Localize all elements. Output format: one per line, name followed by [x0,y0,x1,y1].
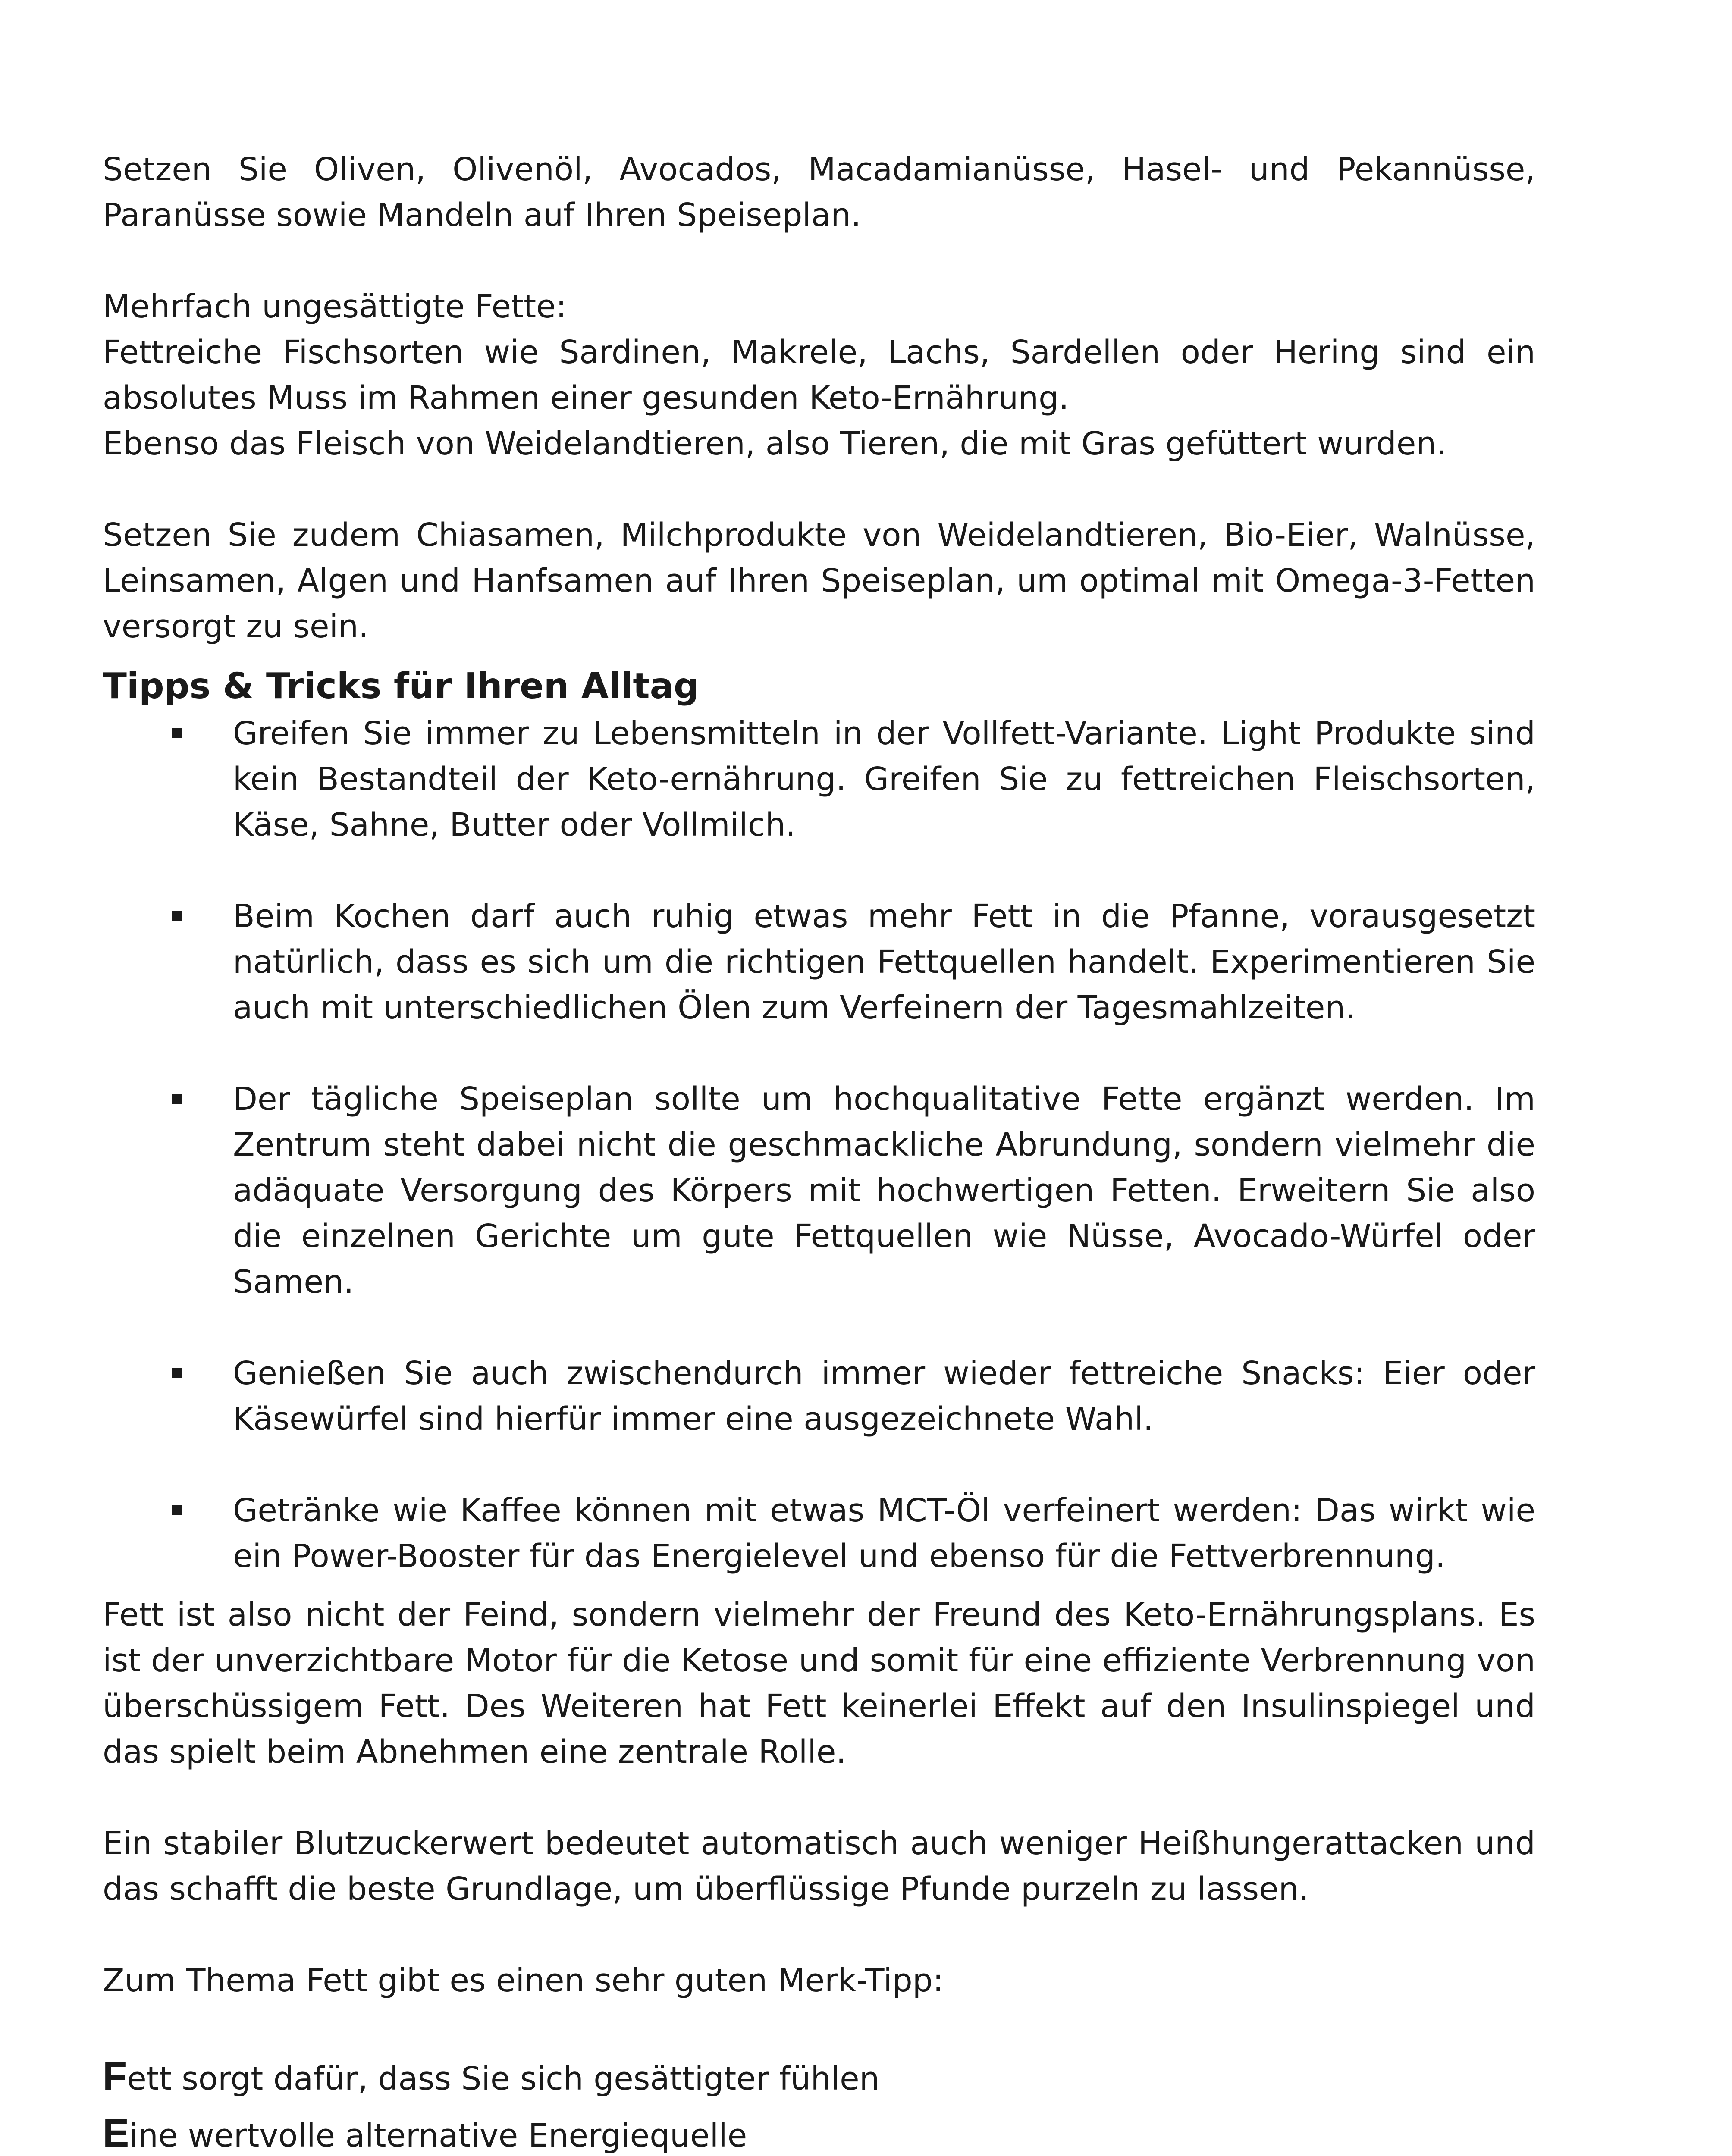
square-bullet-icon [172,1368,182,1378]
square-bullet-icon [172,1094,182,1104]
tips-heading: Tipps & Tricks für Ihren Alltag [103,666,699,707]
acrostic-text: ine wertvolle alternative Energiequelle [129,2117,747,2154]
fett-acrostic [103,2049,1535,2156]
spacer [103,467,1535,512]
acrostic-text: ett sorgt dafür, dass Sie sich gesättigter fühlen [127,2060,880,2097]
tip-item [103,1076,1535,1305]
tip-text: Getränke wie Kaffee können mit etwas MCT-Öl verfeinert werden: Das wirkt wie ein Power-Booster für das Energielevel und ebenso für die Fettverbrennung. [233,1492,1535,1575]
square-bullet-icon [172,911,182,921]
omega3-paragraph: Setzen Sie zudem Chiasamen, Milchprodukte von Weidelandtieren, Bio-Eier, Walnüsse, Leinsamen, Algen und Hanfsamen auf Ihren Speiseplan, um optimal mit Omega-3-Fetten versorgt zu sein. [103,517,1535,645]
mnemonic-intro: Zum Thema Fett gibt es einen sehr guten Merk-Tipp: [103,1962,944,1999]
spacer [103,1775,1535,1821]
tip-text: Greifen Sie immer zu Lebensmitteln in der Vollfett-Variante. Light Produkte sind kein Bestandteil der Keto-ernährung. Greifen Sie zu fettreichen Fleischsorten, Käse, Sahne, Butter oder Vollmilch. [233,715,1535,843]
conclusion-paragraph: Fett ist also nicht der Feind, sondern vielmehr der Freund des Keto-Ernährungsplans. Es ist der unverzichtbare Motor für die Ketose und somit für eine effiziente Verbrennung von überschüssigem Fett. Des Weiteren hat Fett keinerlei Effekt auf den Insulinspiegel und das spielt beim Abnehmen eine zentrale Rolle. [103,1596,1535,1771]
square-bullet-icon [172,728,182,738]
square-bullet-icon [172,1505,182,1515]
spacer [103,238,1535,284]
tip-text: Genießen Sie auch zwischendurch immer wieder fettreiche Snacks: Eier oder Käsewürfel sind hierfür immer eine ausgezeichnete Wahl. [233,1355,1535,1438]
spacer [103,649,1535,662]
intro-paragraph-monounsaturated: Setzen Sie Oliven, Olivenöl, Avocados, Macadamianüsse, Hasel- und Pekannüsse, Paranüsse sowie Mandeln auf Ihren Speiseplan. [103,151,1535,234]
tip-text: Beim Kochen darf auch ruhig etwas mehr Fett in die Pfanne, vorausgesetzt natürlich, dass es sich um die richtigen Fettquellen handelt. Experimentieren Sie auch mit unterschiedlichen Ölen zum Verfeinern der Tagesmahlzeiten. [233,898,1535,1026]
tip-item [103,711,1535,848]
polyunsaturated-meat-text: Ebenso das Fleisch von Weidelandtieren, also Tieren, die mit Gras gefüttert wurden. [103,425,1446,462]
tip-item [103,1351,1535,1442]
spacer [103,1579,1535,1592]
polyunsaturated-heading: Mehrfach ungesättigte Fette: [103,288,567,325]
polyunsaturated-fish-text: Fettreiche Fischsorten wie Sardinen, Makrele, Lachs, Sardellen oder Hering sind ein absolutes Muss im Rahmen einer gesunden Keto-Ernährung. [103,334,1535,417]
tip-item [103,893,1535,1031]
acrostic-line [103,2049,1535,2106]
tips-list [103,711,1535,1579]
spacer [103,2003,1535,2049]
acrostic-line [103,2106,1535,2156]
blood-sugar-paragraph: Ein stabiler Blutzuckerwert bedeutet automatisch auch weniger Heißhungerattacken und das schafft die beste Grundlage, um überflüssige Pfunde purzeln zu lassen. [103,1825,1535,1908]
tip-text: Der tägliche Speiseplan sollte um hochqualitative Fette ergänzt werden. Im Zentrum steht dabei nicht die geschmackliche Abrundung, sondern vielmehr die adäquate Versorgung des Körpers mit hochwertigen Fetten. Erweitern Sie also die einzelnen Gerichte um gute Fettquellen wie Nüsse, Avocado-Würfel oder Samen. [233,1081,1535,1300]
acrostic-initial: F [103,2054,127,2098]
tip-item [103,1488,1535,1579]
acrostic-initial: E [103,2111,129,2155]
spacer [103,1912,1535,1958]
page-content [103,147,1535,2156]
